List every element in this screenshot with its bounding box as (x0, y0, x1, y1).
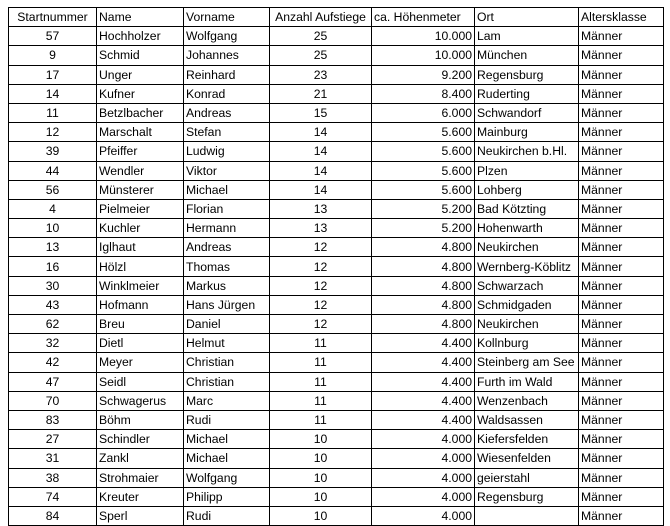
cell-hoehenmeter[interactable]: 4.800 (372, 257, 475, 276)
cell-name[interactable]: Hofmann (97, 295, 184, 314)
cell-vorname[interactable]: Philipp (184, 487, 270, 506)
cell-altersklasse[interactable]: Männer (579, 180, 664, 199)
table-row (9, 468, 664, 487)
cell-name[interactable]: Strohmaier (97, 468, 184, 487)
table-row (9, 372, 664, 391)
cell-ort[interactable]: Kiefersfelden (475, 430, 579, 449)
table-row (9, 27, 664, 46)
cell-name[interactable]: Böhm (97, 410, 184, 429)
cell-name[interactable]: Unger (97, 65, 184, 84)
cell-name[interactable]: Münsterer (97, 180, 184, 199)
table-row (9, 506, 664, 525)
cell-anzahl-aufstiege[interactable]: 10 (270, 430, 372, 449)
cell-hoehenmeter[interactable]: 4.800 (372, 295, 475, 314)
cell-name[interactable]: Kufner (97, 84, 184, 103)
cell-altersklasse[interactable]: Männer (579, 142, 664, 161)
cell-startnummer[interactable]: 32 (9, 334, 97, 353)
cell-ort[interactable]: Neukirchen b.Hl. (475, 142, 579, 161)
cell-altersklasse[interactable]: Männer (579, 161, 664, 180)
header-startnummer[interactable]: Startnummer (9, 8, 97, 27)
cell-anzahl-aufstiege[interactable]: 14 (270, 180, 372, 199)
table-row (9, 430, 664, 449)
cell-anzahl-aufstiege[interactable]: 10 (270, 468, 372, 487)
table-row (9, 199, 664, 218)
header-anzahl-aufstiege[interactable]: Anzahl Aufstiege (270, 8, 372, 27)
table-row (9, 295, 664, 314)
cell-hoehenmeter[interactable]: 4.400 (372, 334, 475, 353)
table-row (9, 315, 664, 334)
cell-vorname[interactable]: Michael (184, 449, 270, 468)
cell-startnummer[interactable]: 74 (9, 487, 97, 506)
cell-vorname[interactable]: Michael (184, 430, 270, 449)
cell-anzahl-aufstiege[interactable]: 11 (270, 334, 372, 353)
cell-startnummer[interactable]: 70 (9, 391, 97, 410)
cell-hoehenmeter[interactable]: 5.600 (372, 123, 475, 142)
header-row (9, 8, 664, 27)
header-vorname[interactable]: Vorname (184, 8, 270, 27)
table-row (9, 238, 664, 257)
cell-anzahl-aufstiege[interactable]: 13 (270, 219, 372, 238)
cell-altersklasse[interactable]: Männer (579, 449, 664, 468)
cell-anzahl-aufstiege[interactable]: 11 (270, 410, 372, 429)
cell-ort[interactable]: Schmidgaden (475, 295, 579, 314)
cell-ort[interactable]: Kollnburg (475, 334, 579, 353)
cell-hoehenmeter[interactable]: 4.400 (372, 391, 475, 410)
cell-name[interactable]: Betzlbacher (97, 103, 184, 122)
cell-hoehenmeter[interactable]: 4.000 (372, 430, 475, 449)
cell-anzahl-aufstiege[interactable]: 10 (270, 449, 372, 468)
cell-altersklasse[interactable]: Männer (579, 257, 664, 276)
cell-hoehenmeter[interactable]: 9.200 (372, 65, 475, 84)
cell-vorname[interactable]: Florian (184, 199, 270, 218)
cell-hoehenmeter[interactable]: 4.400 (372, 353, 475, 372)
cell-startnummer[interactable]: 83 (9, 410, 97, 429)
cell-vorname[interactable]: Ludwig (184, 142, 270, 161)
cell-anzahl-aufstiege[interactable]: 11 (270, 372, 372, 391)
cell-ort[interactable]: München (475, 46, 579, 65)
cell-name[interactable]: Schmid (97, 46, 184, 65)
cell-ort[interactable] (475, 506, 579, 525)
cell-startnummer[interactable]: 14 (9, 84, 97, 103)
cell-vorname[interactable]: Rudi (184, 410, 270, 429)
cell-anzahl-aufstiege[interactable]: 10 (270, 506, 372, 525)
cell-anzahl-aufstiege[interactable]: 21 (270, 84, 372, 103)
cell-startnummer[interactable]: 43 (9, 295, 97, 314)
cell-name[interactable]: Hölzl (97, 257, 184, 276)
cell-name[interactable]: Breu (97, 315, 184, 334)
cell-startnummer[interactable]: 17 (9, 65, 97, 84)
table-row (9, 449, 664, 468)
cell-vorname[interactable]: Wolfgang (184, 27, 270, 46)
cell-altersklasse[interactable]: Männer (579, 372, 664, 391)
cell-anzahl-aufstiege[interactable]: 25 (270, 27, 372, 46)
cell-startnummer[interactable]: 11 (9, 103, 97, 122)
cell-hoehenmeter[interactable]: 5.600 (372, 180, 475, 199)
cell-vorname[interactable]: Andreas (184, 103, 270, 122)
table-row (9, 123, 664, 142)
cell-hoehenmeter[interactable]: 5.200 (372, 219, 475, 238)
cell-startnummer[interactable]: 12 (9, 123, 97, 142)
cell-startnummer[interactable]: 27 (9, 430, 97, 449)
cell-ort[interactable]: geierstahl (475, 468, 579, 487)
cell-name[interactable]: Zankl (97, 449, 184, 468)
table-row (9, 84, 664, 103)
header-ort[interactable]: Ort (475, 8, 579, 27)
cell-anzahl-aufstiege[interactable]: 14 (270, 142, 372, 161)
cell-name[interactable]: Winklmeier (97, 276, 184, 295)
cell-vorname[interactable]: Johannes (184, 46, 270, 65)
cell-ort[interactable]: Regensburg (475, 65, 579, 84)
cell-vorname[interactable]: Reinhard (184, 65, 270, 84)
cell-startnummer[interactable]: 42 (9, 353, 97, 372)
cell-name[interactable]: Hochholzer (97, 27, 184, 46)
cell-altersklasse[interactable]: Männer (579, 295, 664, 314)
cell-startnummer[interactable]: 47 (9, 372, 97, 391)
cell-hoehenmeter[interactable]: 5.600 (372, 161, 475, 180)
cell-startnummer[interactable]: 4 (9, 199, 97, 218)
cell-vorname[interactable]: Hans Jürgen (184, 295, 270, 314)
table-row (9, 103, 664, 122)
cell-startnummer[interactable]: 13 (9, 238, 97, 257)
cell-name[interactable]: Schwagerus (97, 391, 184, 410)
cell-hoehenmeter[interactable]: 6.000 (372, 103, 475, 122)
cell-ort[interactable]: Schwarzach (475, 276, 579, 295)
cell-altersklasse[interactable]: Männer (579, 334, 664, 353)
cell-anzahl-aufstiege[interactable]: 13 (270, 199, 372, 218)
table-row (9, 487, 664, 506)
cell-startnummer[interactable]: 9 (9, 46, 97, 65)
cell-altersklasse[interactable]: Männer (579, 506, 664, 525)
header-altersklasse[interactable]: Altersklasse (579, 8, 664, 27)
table-row (9, 391, 664, 410)
cell-name[interactable]: Wendler (97, 161, 184, 180)
cell-startnummer[interactable]: 38 (9, 468, 97, 487)
cell-vorname[interactable]: Daniel (184, 315, 270, 334)
cell-hoehenmeter[interactable]: 4.400 (372, 372, 475, 391)
table-row (9, 334, 664, 353)
cell-altersklasse[interactable]: Männer (579, 84, 664, 103)
cell-name[interactable]: Marschalt (97, 123, 184, 142)
table-row (9, 410, 664, 429)
cell-startnummer[interactable]: 10 (9, 219, 97, 238)
cell-anzahl-aufstiege[interactable]: 10 (270, 487, 372, 506)
cell-anzahl-aufstiege[interactable]: 14 (270, 123, 372, 142)
cell-altersklasse[interactable]: Männer (579, 123, 664, 142)
cell-hoehenmeter[interactable]: 8.400 (372, 84, 475, 103)
cell-ort[interactable]: Schwandorf (475, 103, 579, 122)
cell-altersklasse[interactable]: Männer (579, 410, 664, 429)
cell-name[interactable]: Pfeiffer (97, 142, 184, 161)
cell-name[interactable]: Kreuter (97, 487, 184, 506)
cell-ort[interactable]: Steinberg am See (475, 353, 579, 372)
cell-hoehenmeter[interactable]: 4.000 (372, 468, 475, 487)
cell-ort[interactable]: Wenzenbach (475, 391, 579, 410)
cell-ort[interactable]: Neukirchen (475, 238, 579, 257)
cell-name[interactable]: Pielmeier (97, 199, 184, 218)
cell-hoehenmeter[interactable]: 5.600 (372, 142, 475, 161)
cell-altersklasse[interactable]: Männer (579, 468, 664, 487)
cell-altersklasse[interactable]: Männer (579, 103, 664, 122)
cell-ort[interactable]: Waldsassen (475, 410, 579, 429)
cell-startnummer[interactable]: 57 (9, 27, 97, 46)
cell-anzahl-aufstiege[interactable]: 12 (270, 257, 372, 276)
cell-anzahl-aufstiege[interactable]: 25 (270, 46, 372, 65)
cell-ort[interactable]: Lohberg (475, 180, 579, 199)
cell-hoehenmeter[interactable]: 4.000 (372, 506, 475, 525)
cell-hoehenmeter[interactable]: 4.400 (372, 410, 475, 429)
cell-vorname[interactable]: Marc (184, 391, 270, 410)
cell-vorname[interactable]: Christian (184, 372, 270, 391)
cell-vorname[interactable]: Michael (184, 180, 270, 199)
cell-vorname[interactable]: Hermann (184, 219, 270, 238)
table-row (9, 180, 664, 199)
cell-name[interactable]: Dietl (97, 334, 184, 353)
cell-startnummer[interactable]: 44 (9, 161, 97, 180)
cell-vorname[interactable]: Helmut (184, 334, 270, 353)
table-row (9, 142, 664, 161)
cell-altersklasse[interactable]: Männer (579, 199, 664, 218)
cell-ort[interactable]: Plzen (475, 161, 579, 180)
cell-hoehenmeter[interactable]: 4.000 (372, 449, 475, 468)
cell-name[interactable]: Sperl (97, 506, 184, 525)
cell-anzahl-aufstiege[interactable]: 12 (270, 276, 372, 295)
cell-altersklasse[interactable]: Männer (579, 238, 664, 257)
cell-altersklasse[interactable]: Männer (579, 487, 664, 506)
cell-ort[interactable]: Hohenwarth (475, 219, 579, 238)
table-row (9, 257, 664, 276)
cell-hoehenmeter[interactable]: 4.800 (372, 315, 475, 334)
cell-altersklasse[interactable]: Männer (579, 219, 664, 238)
table-row (9, 276, 664, 295)
cell-vorname[interactable]: Konrad (184, 84, 270, 103)
cell-vorname[interactable]: Rudi (184, 506, 270, 525)
cell-hoehenmeter[interactable]: 10.000 (372, 27, 475, 46)
table-row (9, 219, 664, 238)
cell-hoehenmeter[interactable]: 4.800 (372, 238, 475, 257)
header-hoehenmeter[interactable]: ca. Höhenmeter (372, 8, 475, 27)
cell-vorname[interactable]: Christian (184, 353, 270, 372)
cell-hoehenmeter[interactable]: 4.800 (372, 276, 475, 295)
cell-ort[interactable]: Mainburg (475, 123, 579, 142)
cell-ort[interactable]: Wernberg-Köblitz (475, 257, 579, 276)
header-name[interactable]: Name (97, 8, 184, 27)
table-row (9, 161, 664, 180)
cell-vorname[interactable]: Viktor (184, 161, 270, 180)
cell-vorname[interactable]: Stefan (184, 123, 270, 142)
cell-ort[interactable]: Regensburg (475, 487, 579, 506)
cell-ort[interactable]: Neukirchen (475, 315, 579, 334)
cell-vorname[interactable]: Markus (184, 276, 270, 295)
cell-name[interactable]: Schindler (97, 430, 184, 449)
cell-altersklasse[interactable]: Männer (579, 46, 664, 65)
cell-anzahl-aufstiege[interactable]: 11 (270, 391, 372, 410)
cell-altersklasse[interactable]: Männer (579, 276, 664, 295)
cell-name[interactable]: Meyer (97, 353, 184, 372)
cell-startnummer[interactable]: 84 (9, 506, 97, 525)
cell-altersklasse[interactable]: Männer (579, 27, 664, 46)
cell-anzahl-aufstiege[interactable]: 12 (270, 315, 372, 334)
cell-vorname[interactable]: Thomas (184, 257, 270, 276)
cell-startnummer[interactable]: 30 (9, 276, 97, 295)
cell-vorname[interactable]: Wolfgang (184, 468, 270, 487)
cell-name[interactable]: Kuchler (97, 219, 184, 238)
cell-anzahl-aufstiege[interactable]: 23 (270, 65, 372, 84)
cell-altersklasse[interactable]: Männer (579, 315, 664, 334)
table-body (9, 27, 664, 526)
results-table (8, 7, 664, 526)
cell-altersklasse[interactable]: Männer (579, 430, 664, 449)
cell-vorname[interactable]: Andreas (184, 238, 270, 257)
cell-hoehenmeter[interactable]: 10.000 (372, 46, 475, 65)
cell-ort[interactable]: Wiesenfelden (475, 449, 579, 468)
cell-anzahl-aufstiege[interactable]: 12 (270, 238, 372, 257)
cell-startnummer[interactable]: 39 (9, 142, 97, 161)
cell-ort[interactable]: Bad Kötzting (475, 199, 579, 218)
cell-name[interactable]: Seidl (97, 372, 184, 391)
cell-startnummer[interactable]: 16 (9, 257, 97, 276)
table-row (9, 46, 664, 65)
cell-ort[interactable]: Furth im Wald (475, 372, 579, 391)
cell-anzahl-aufstiege[interactable]: 15 (270, 103, 372, 122)
cell-altersklasse[interactable]: Männer (579, 65, 664, 84)
cell-startnummer[interactable]: 56 (9, 180, 97, 199)
cell-anzahl-aufstiege[interactable]: 12 (270, 295, 372, 314)
cell-altersklasse[interactable]: Männer (579, 353, 664, 372)
cell-hoehenmeter[interactable]: 4.000 (372, 487, 475, 506)
cell-hoehenmeter[interactable]: 5.200 (372, 199, 475, 218)
cell-name[interactable]: Iglhaut (97, 238, 184, 257)
cell-ort[interactable]: Lam (475, 27, 579, 46)
cell-ort[interactable]: Ruderting (475, 84, 579, 103)
cell-startnummer[interactable]: 31 (9, 449, 97, 468)
cell-anzahl-aufstiege[interactable]: 14 (270, 161, 372, 180)
table-row (9, 65, 664, 84)
cell-startnummer[interactable]: 62 (9, 315, 97, 334)
table-row (9, 353, 664, 372)
cell-altersklasse[interactable]: Männer (579, 391, 664, 410)
cell-anzahl-aufstiege[interactable]: 11 (270, 353, 372, 372)
